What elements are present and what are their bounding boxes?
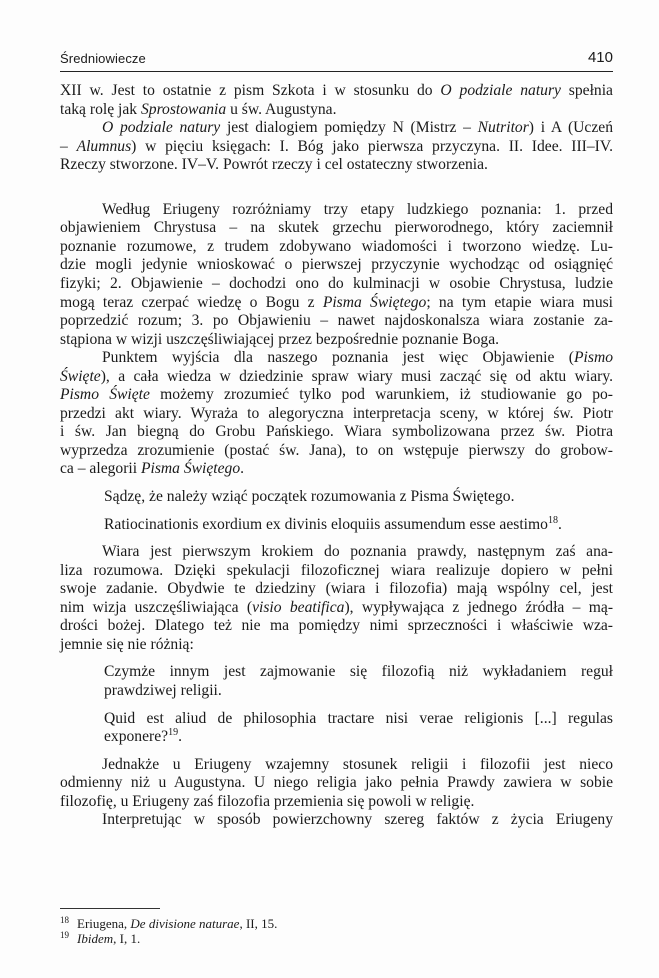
text-line [60, 405, 613, 423]
text-span: stąpiona w wizji uszczęśliwiającej przez bezpośrednie poznanie Boga. [60, 330, 500, 348]
text-span: Punktem wyjścia dla naszego poznania jest więc Objawienie ( [102, 349, 575, 367]
text-span: Eriugena, [77, 916, 131, 931]
text-line [104, 710, 613, 728]
text-span: . [557, 515, 562, 533]
running-title: Średniowiecze [60, 51, 146, 66]
text-line [102, 201, 613, 219]
italic-text: Pisma Świętego [140, 460, 241, 478]
text-span: liza rozumowa. Dzięki spekulacji filozoficznej wiara realizuje dopiero w pełni [60, 561, 613, 579]
text-line [60, 793, 613, 811]
text-span: , II, 15. [239, 916, 278, 931]
text-line [60, 238, 613, 256]
italic-text: Święte [60, 367, 101, 385]
text-line [60, 368, 613, 386]
text-span: . [240, 460, 245, 478]
text-span: odmienny niż u Augustyna. U niego religia jako pełnia Prawdy zawiera w sobie [60, 774, 613, 792]
text-span: Rzeczy stworzone. IV–V. Powrót rzeczy i cel ostateczny stworzenia. [60, 156, 488, 174]
text-line [60, 599, 613, 617]
text-line [104, 488, 613, 506]
text-line [60, 774, 613, 792]
text-span: Interpretując w sposób powierzchowny szereg faktów z życia Eriugeny [102, 811, 613, 829]
footnote-rule [60, 908, 160, 909]
text-line [60, 331, 613, 349]
text-span: mogą teraz czerpać wiedzę o Bogu z [60, 293, 323, 311]
text-span: jemnie się nie różnią: [60, 635, 194, 653]
text-line [60, 312, 613, 330]
text-line [60, 636, 613, 654]
text-line [60, 294, 613, 312]
text-line [60, 82, 613, 100]
text-span: objawieniem Chrystusa – na skutek grzechu pierworodnego, który zaciemnił [60, 219, 613, 237]
text-span: swoje zadanie. Obydwie te dziedziny (wiara i filozofia) mają wspólny cel, jest [60, 580, 613, 598]
text-line [60, 256, 613, 274]
text-line [60, 156, 613, 174]
text-span: – [60, 137, 77, 155]
text-span: Sądzę, że należy wziąć początek rozumowania z Pisma Świętego. [104, 488, 515, 505]
text-span: poprzedzić rozum; 3. po Objawieniu – nawet najdoskonalsza wiara zostanie za- [60, 312, 613, 330]
footnote [60, 931, 613, 946]
text-span: ca – alegorii [60, 460, 141, 478]
italic-text: Sprostowania [140, 100, 227, 118]
text-span: drości bożej. Dlatego też nie ma pomiędzy nimi sprzeczności i właściwie wza- [60, 617, 613, 635]
text-line [104, 663, 613, 681]
text-span: nim wizja uszczęśliwiająca ( [60, 598, 253, 616]
italic-text: Pismo [574, 349, 613, 367]
text-span: Czymże innym jest zajmowanie się filozofią niż wykładaniem reguł [104, 663, 613, 681]
text-line [102, 349, 613, 367]
text-line [102, 811, 613, 829]
text-span: filozofię, u Eriugeny zaś filozofia przemienia się powoli w religię. [60, 792, 475, 810]
text-span: Wiara jest pierwszym krokiem do poznania prawdy, następnym zaś ana- [102, 543, 613, 561]
italic-text: visio beatifica [252, 598, 345, 616]
text-span: Ratiocinationis exordium ex divinis eloquiis assumendum esse aestimo [104, 515, 548, 533]
text-line [102, 543, 613, 561]
text-span: . [178, 728, 182, 746]
footnote-ref: 19 [168, 727, 179, 739]
text-span: ) w pięciu księgach: I. Bóg jako pierwsza przyczyna. II. Idee. III–IV. [131, 137, 613, 155]
italic-text: Pisma Świętego [322, 293, 427, 311]
text-line [60, 562, 613, 580]
text-span: możemy zrozumieć tylko pod warunkiem, iż studiowanie go po- [149, 386, 614, 404]
footnote-number: 19 [60, 930, 69, 940]
text-span: ) i A (Uczeń [528, 119, 613, 137]
text-span: przedzi akt wiary. Wyraża to alegoryczna interpretacja sceny, w której św. Piotr [60, 404, 613, 422]
italic-text: Pismo Święte [60, 386, 150, 404]
text-line [104, 516, 613, 534]
text-span: u św. Augustyna. [226, 100, 337, 118]
page-number: 410 [587, 49, 613, 66]
italic-text: O podziale natury [102, 119, 221, 137]
text-line [104, 728, 613, 746]
text-span: XII w. Jest to ostatnie z pism Szkota i w stosunku do [60, 82, 441, 99]
text-line [60, 617, 613, 635]
text-span: , I, 1. [113, 931, 141, 946]
text-span: taką rolę jak [60, 100, 141, 118]
text-span: wyprzedza zrozumienie (postać św. Jana), to on wstępuje pierwszy do grobow- [60, 441, 613, 459]
text-line [60, 101, 613, 119]
text-line [60, 138, 613, 156]
text-span: fizyki; 2. Objawienie – dochodzi ono do kulminacji w osobie Chrystusa, ludzie [60, 274, 613, 292]
running-header [60, 49, 613, 72]
text-span: Jednakże u Eriugeny wzajemny stosunek religii i filozofii jest nieco [102, 755, 613, 773]
text-span: Według Eriugeny rozróżniamy trzy etapy ludzkiego poznania: 1. przed [102, 200, 613, 218]
footnote-number: 18 [60, 915, 69, 925]
text-span: dzie mogli jedynie wnioskować o pierwszej przyczynie wychodząc od osiągnięć [60, 256, 613, 274]
text-line [60, 423, 613, 441]
text-line [60, 442, 613, 460]
text-span: poznanie rozumowe, z trudem zdobywano wiadomości i tworzono wiedzę. Lu- [60, 237, 613, 255]
italic-text: Ibidem [77, 931, 114, 946]
text-line [60, 386, 613, 404]
text-span: Quid est aliud de philosophia tractare nisi verae religionis [...] regulas [104, 709, 613, 727]
text-span: i św. Jan biegną do Grobu Pańskiego. Wiara symbolizowana przez św. Piotra [60, 423, 613, 441]
italic-text: Nutritor [477, 119, 529, 137]
text-line [104, 682, 613, 700]
text-span: ; na tym etapie wiara musi [426, 293, 614, 311]
text-line [60, 275, 613, 293]
text-span: ), wypływająca z jednego źródła – mą- [344, 598, 614, 616]
footnote [60, 916, 613, 931]
italic-text: Alumnus [76, 137, 132, 155]
text-span: exponere? [104, 728, 169, 746]
text-line [60, 219, 613, 237]
text-line [102, 119, 613, 137]
italic-text: O podziale natury [440, 82, 561, 99]
text-span: ), a cała wiedza w dziedzinie spraw wiary musi zacząć się od aktu wiary. [100, 367, 613, 385]
italic-text: De divisione naturae [130, 916, 240, 931]
text-span: prawdziwej religii. [104, 681, 222, 699]
text-line [60, 580, 613, 598]
text-span: spełnia [560, 82, 613, 99]
text-span: jest dialogiem pomiędzy N (Mistrz – [220, 119, 478, 137]
text-line [102, 756, 613, 774]
text-line [60, 460, 613, 478]
footnote-ref: 18 [547, 514, 558, 526]
